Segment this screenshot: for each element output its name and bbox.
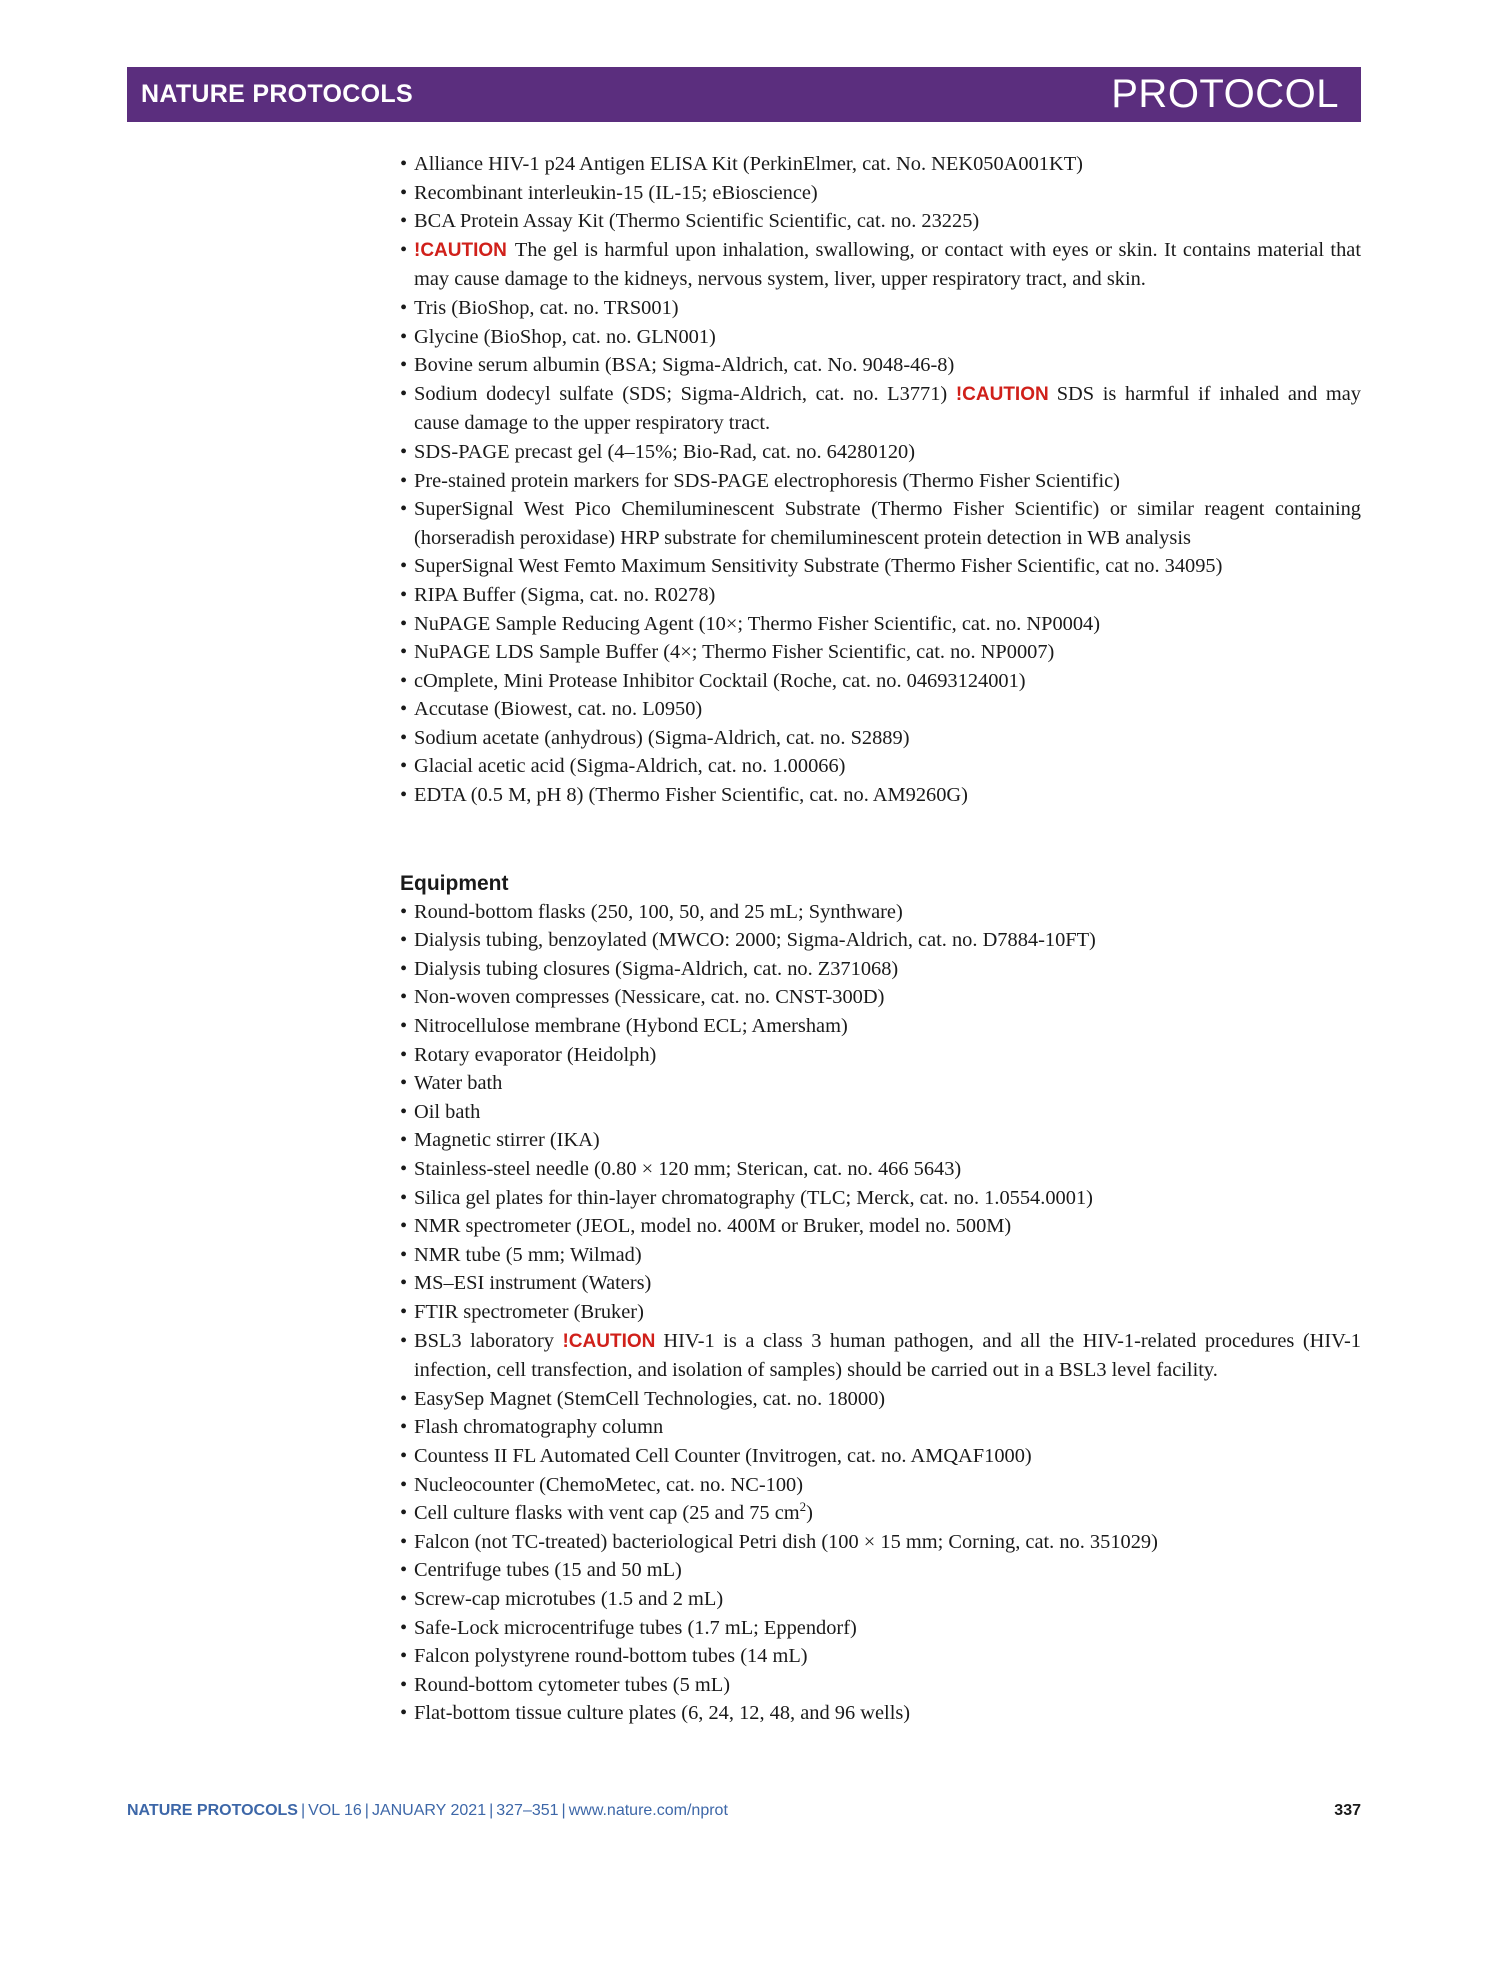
footer-separator: |: [489, 1802, 494, 1819]
item-text: Water bath: [414, 1072, 503, 1095]
item-text: Round-bottom cytometer tubes (5 mL): [414, 1673, 730, 1696]
item-text: FTIR spectrometer (Bruker): [414, 1300, 644, 1323]
item-text: Flat-bottom tissue culture plates (6, 24, 12, 48, and 96 wells): [414, 1702, 911, 1725]
list-item: [400, 552, 1361, 581]
item-superscript: 2: [799, 1499, 807, 1515]
bullet-icon: •: [400, 1587, 408, 1610]
list-item: [400, 438, 1361, 467]
caution-text: HIV-1 is a class 3 human pathogen, and all the HIV-1-related procedures (HIV-1 infection, cell transfection, and isolation of samples) should be carried out in a BSL3 level facility.: [414, 1329, 1361, 1382]
bullet-icon: •: [400, 354, 408, 377]
item-text: Cell culture flasks with vent cap (25 and 75 cm: [414, 1502, 800, 1525]
footer-date: JANUARY 2021: [371, 1802, 487, 1819]
list-item: [400, 955, 1361, 984]
bullet-icon: •: [400, 1300, 408, 1323]
bullet-icon: •: [400, 1444, 408, 1467]
bullet-icon: •: [400, 986, 408, 1009]
list-item: [400, 467, 1361, 496]
list-item: [400, 495, 1361, 552]
bullet-icon: •: [400, 929, 408, 952]
bullet-icon: •: [400, 296, 408, 319]
bullet-icon: •: [400, 469, 408, 492]
list-item: [400, 1155, 1361, 1184]
item-text: Sodium acetate (anhydrous) (Sigma-Aldrich, cat. no. S2889): [414, 726, 910, 749]
reagents-list: [400, 150, 1361, 810]
bullet-icon: •: [400, 900, 408, 923]
item-text: Alliance HIV-1 p24 Antigen ELISA Kit (PerkinElmer, cat. No. NEK050A001KT): [414, 153, 1083, 175]
footer-volume: VOL 16: [308, 1802, 362, 1819]
list-item: [400, 1471, 1361, 1500]
list-item: [400, 1298, 1361, 1327]
bullet-icon: •: [400, 1186, 408, 1209]
item-text-after: ): [806, 1502, 813, 1525]
list-item: [400, 581, 1361, 610]
list-item: [400, 983, 1361, 1012]
list-item: [400, 1671, 1361, 1700]
list-item: [400, 1413, 1361, 1442]
list-item: [400, 1528, 1361, 1557]
bullet-icon: •: [400, 1502, 408, 1525]
bullet-icon: •: [400, 238, 408, 261]
item-text: SuperSignal West Femto Maximum Sensitivity Substrate (Thermo Fisher Scientific, cat no. 34095): [414, 555, 1223, 578]
item-text: Safe-Lock microcentrifuge tubes (1.7 mL; Eppendorf): [414, 1616, 857, 1639]
bullet-icon: •: [400, 181, 408, 204]
bullet-icon: •: [400, 1702, 408, 1725]
bullet-icon: •: [400, 1243, 408, 1266]
list-item: [400, 1442, 1361, 1471]
bullet-icon: •: [400, 1129, 408, 1152]
list-item: [400, 179, 1361, 208]
bullet-icon: •: [400, 1215, 408, 1238]
list-item: [400, 1212, 1361, 1241]
list-item: [400, 1269, 1361, 1298]
footer-url-link[interactable]: www.nature.com/nprot: [568, 1802, 728, 1819]
list-item: [400, 695, 1361, 724]
item-text: Dialysis tubing closures (Sigma-Aldrich, cat. no. Z371068): [414, 957, 899, 980]
list-item: [400, 1012, 1361, 1041]
item-text: Tris (BioShop, cat. no. TRS001): [414, 296, 679, 319]
item-text: NuPAGE LDS Sample Buffer (4×; Thermo Fisher Scientific, cat. no. NP0007): [414, 641, 1055, 664]
item-text: Magnetic stirrer (IKA): [414, 1129, 600, 1152]
item-text: Non-woven compresses (Nessicare, cat. no. CNST-300D): [414, 986, 885, 1009]
caution-label: !CAUTION: [955, 383, 1049, 405]
journal-header-banner: [127, 67, 1361, 122]
item-text: Accutase (Biowest, cat. no. L0950): [414, 698, 703, 721]
item-text: SDS-PAGE precast gel (4–15%; Bio-Rad, cat. no. 64280120): [414, 440, 916, 463]
list-item: [400, 1241, 1361, 1270]
item-text: BSL3 laboratory: [414, 1329, 554, 1352]
list-item: [400, 1556, 1361, 1585]
bullet-icon: •: [400, 1072, 408, 1095]
bullet-icon: •: [400, 698, 408, 721]
bullet-icon: •: [400, 726, 408, 749]
bullet-icon: •: [400, 1473, 408, 1496]
bullet-icon: •: [400, 325, 408, 348]
list-item: [400, 926, 1361, 955]
bullet-icon: •: [400, 498, 408, 521]
list-item: [400, 150, 1361, 179]
item-text: NMR tube (5 mm; Wilmad): [414, 1243, 642, 1266]
item-text: MS–ESI instrument (Waters): [414, 1272, 652, 1295]
list-item: [400, 898, 1361, 927]
item-text: SuperSignal West Pico Chemiluminescent Substrate (Thermo Fisher Scientific) or similar reagent containing (horseradish peroxidase) HRP substrate for chemiluminescent protein detection in WB analysis: [414, 498, 1361, 549]
bullet-icon: •: [400, 641, 408, 664]
item-text: cOmplete, Mini Protease Inhibitor Cocktail (Roche, cat. no. 04693124001): [414, 669, 1026, 692]
caution-label: !CAUTION: [414, 239, 507, 261]
item-text: NuPAGE Sample Reducing Agent (10×; Thermo Fisher Scientific, cat. no. NP0004): [414, 612, 1101, 635]
list-item: [400, 380, 1361, 438]
footer-separator: |: [300, 1802, 306, 1819]
bullet-icon: •: [400, 1530, 408, 1553]
item-text: EDTA (0.5 M, pH 8) (Thermo Fisher Scientific, cat. no. AM9260G): [414, 784, 968, 807]
item-text: Dialysis tubing, benzoylated (MWCO: 2000; Sigma-Aldrich, cat. no. D7884-10FT): [414, 929, 1096, 952]
list-item: [400, 724, 1361, 753]
bullet-icon: •: [400, 1416, 408, 1439]
list-item: [400, 1642, 1361, 1671]
list-item: [400, 1069, 1361, 1098]
item-text: Nitrocellulose membrane (Hybond ECL; Amersham): [414, 1015, 848, 1038]
item-text: Glycine (BioShop, cat. no. GLN001): [414, 325, 716, 348]
bullet-icon: •: [400, 612, 408, 635]
item-text: Rotary evaporator (Heidolph): [414, 1043, 657, 1066]
footer-pages: 327–351: [496, 1802, 559, 1819]
bullet-icon: •: [400, 1645, 408, 1668]
item-text: Centrifuge tubes (15 and 50 mL): [414, 1559, 682, 1582]
list-item: [400, 638, 1361, 667]
bullet-icon: •: [400, 784, 408, 807]
list-item: [400, 752, 1361, 781]
list-item: [400, 1041, 1361, 1070]
bullet-icon: •: [400, 583, 408, 606]
bullet-icon: •: [400, 1329, 408, 1352]
list-item: [400, 1614, 1361, 1643]
list-item: [400, 323, 1361, 352]
list-item: [400, 781, 1361, 810]
bullet-icon: •: [400, 1616, 408, 1639]
item-text: EasySep Magnet (StemCell Technologies, cat. no. 18000): [414, 1387, 886, 1410]
item-text: Screw-cap microtubes (1.5 and 2 mL): [414, 1587, 724, 1610]
footer-separator: |: [364, 1802, 369, 1819]
list-item: [400, 1327, 1361, 1385]
item-text: Stainless-steel needle (0.80 × 120 mm; Sterican, cat. no. 466 5643): [414, 1158, 962, 1180]
equipment-heading: Equipment: [400, 871, 509, 895]
list-item: [400, 667, 1361, 696]
item-text: Glacial acetic acid (Sigma-Aldrich, cat. no. 1.00066): [414, 755, 846, 778]
list-item: [400, 351, 1361, 380]
item-text: Bovine serum albumin (BSA; Sigma-Aldrich, cat. No. 9048-46-8): [414, 354, 955, 377]
list-item: [400, 294, 1361, 323]
journal-name: NATURE PROTOCOLS: [141, 80, 413, 108]
bullet-icon: •: [400, 382, 408, 405]
bullet-icon: •: [400, 1043, 408, 1066]
footer-separator: |: [561, 1802, 566, 1819]
caution-text: SDS is harmful if inhaled and may cause damage to the upper respiratory tract.: [414, 382, 1361, 435]
list-item: [400, 236, 1361, 294]
item-text: Pre-stained protein markers for SDS-PAGE electrophoresis (Thermo Fisher Scientific): [414, 469, 1120, 492]
list-item: [400, 207, 1361, 236]
item-text: BCA Protein Assay Kit (Thermo Scientific Scientific, cat. no. 23225): [414, 210, 980, 233]
list-item: [400, 1585, 1361, 1614]
page-number: 337: [1334, 1802, 1361, 1819]
footer-journal: NATURE PROTOCOLS: [127, 1802, 298, 1819]
list-item: [400, 1499, 1361, 1528]
bullet-icon: •: [400, 210, 408, 233]
item-text: Oil bath: [414, 1100, 481, 1123]
bullet-icon: •: [400, 440, 408, 463]
bullet-icon: •: [400, 555, 408, 578]
item-text: Nucleocounter (ChemoMetec, cat. no. NC-100): [414, 1473, 803, 1496]
bullet-icon: •: [400, 1387, 408, 1410]
list-item: [400, 1098, 1361, 1127]
bullet-icon: •: [400, 153, 408, 175]
list-item: [400, 1699, 1361, 1728]
item-text: Countess II FL Automated Cell Counter (Invitrogen, cat. no. AMQAF1000): [414, 1444, 1032, 1467]
materials-content: [400, 150, 1361, 1728]
bullet-icon: •: [400, 1673, 408, 1696]
caution-text: The gel is harmful upon inhalation, swallowing, or contact with eyes or skin. It contains material that may cause damage to the kidneys, nervous system, liver, upper respiratory tract, and skin.: [414, 238, 1361, 291]
list-item: [400, 610, 1361, 639]
item-text: Falcon polystyrene round-bottom tubes (14 mL): [414, 1645, 808, 1668]
bullet-icon: •: [400, 957, 408, 980]
bullet-icon: •: [400, 1158, 408, 1180]
bullet-icon: •: [400, 1015, 408, 1038]
list-item: [400, 1126, 1361, 1155]
caution-label: !CAUTION: [562, 1330, 656, 1352]
bullet-icon: •: [400, 1559, 408, 1582]
page-footer: [127, 1802, 1361, 1820]
bullet-icon: •: [400, 755, 408, 778]
item-text: Flash chromatography column: [414, 1416, 664, 1439]
bullet-icon: •: [400, 669, 408, 692]
equipment-list: [400, 898, 1361, 1728]
bullet-icon: •: [400, 1100, 408, 1123]
bullet-icon: •: [400, 1272, 408, 1295]
item-text: Recombinant interleukin-15 (IL-15; eBioscience): [414, 181, 818, 204]
list-item: [400, 1184, 1361, 1213]
item-text: Sodium dodecyl sulfate (SDS; Sigma-Aldrich, cat. no. L3771): [414, 382, 948, 405]
item-text: Silica gel plates for thin-layer chromatography (TLC; Merck, cat. no. 1.0554.0001): [414, 1186, 1093, 1209]
list-item: [400, 1385, 1361, 1414]
item-text: RIPA Buffer (Sigma, cat. no. R0278): [414, 583, 716, 606]
item-text: Round-bottom flasks (250, 100, 50, and 25 mL; Synthware): [414, 900, 903, 923]
article-type: PROTOCOL: [1111, 72, 1339, 116]
item-text: Falcon (not TC-treated) bacteriological Petri dish (100 × 15 mm; Corning, cat. no. 351029): [414, 1530, 1158, 1553]
item-text: NMR spectrometer (JEOL, model no. 400M or Bruker, model no. 500M): [414, 1215, 1012, 1238]
